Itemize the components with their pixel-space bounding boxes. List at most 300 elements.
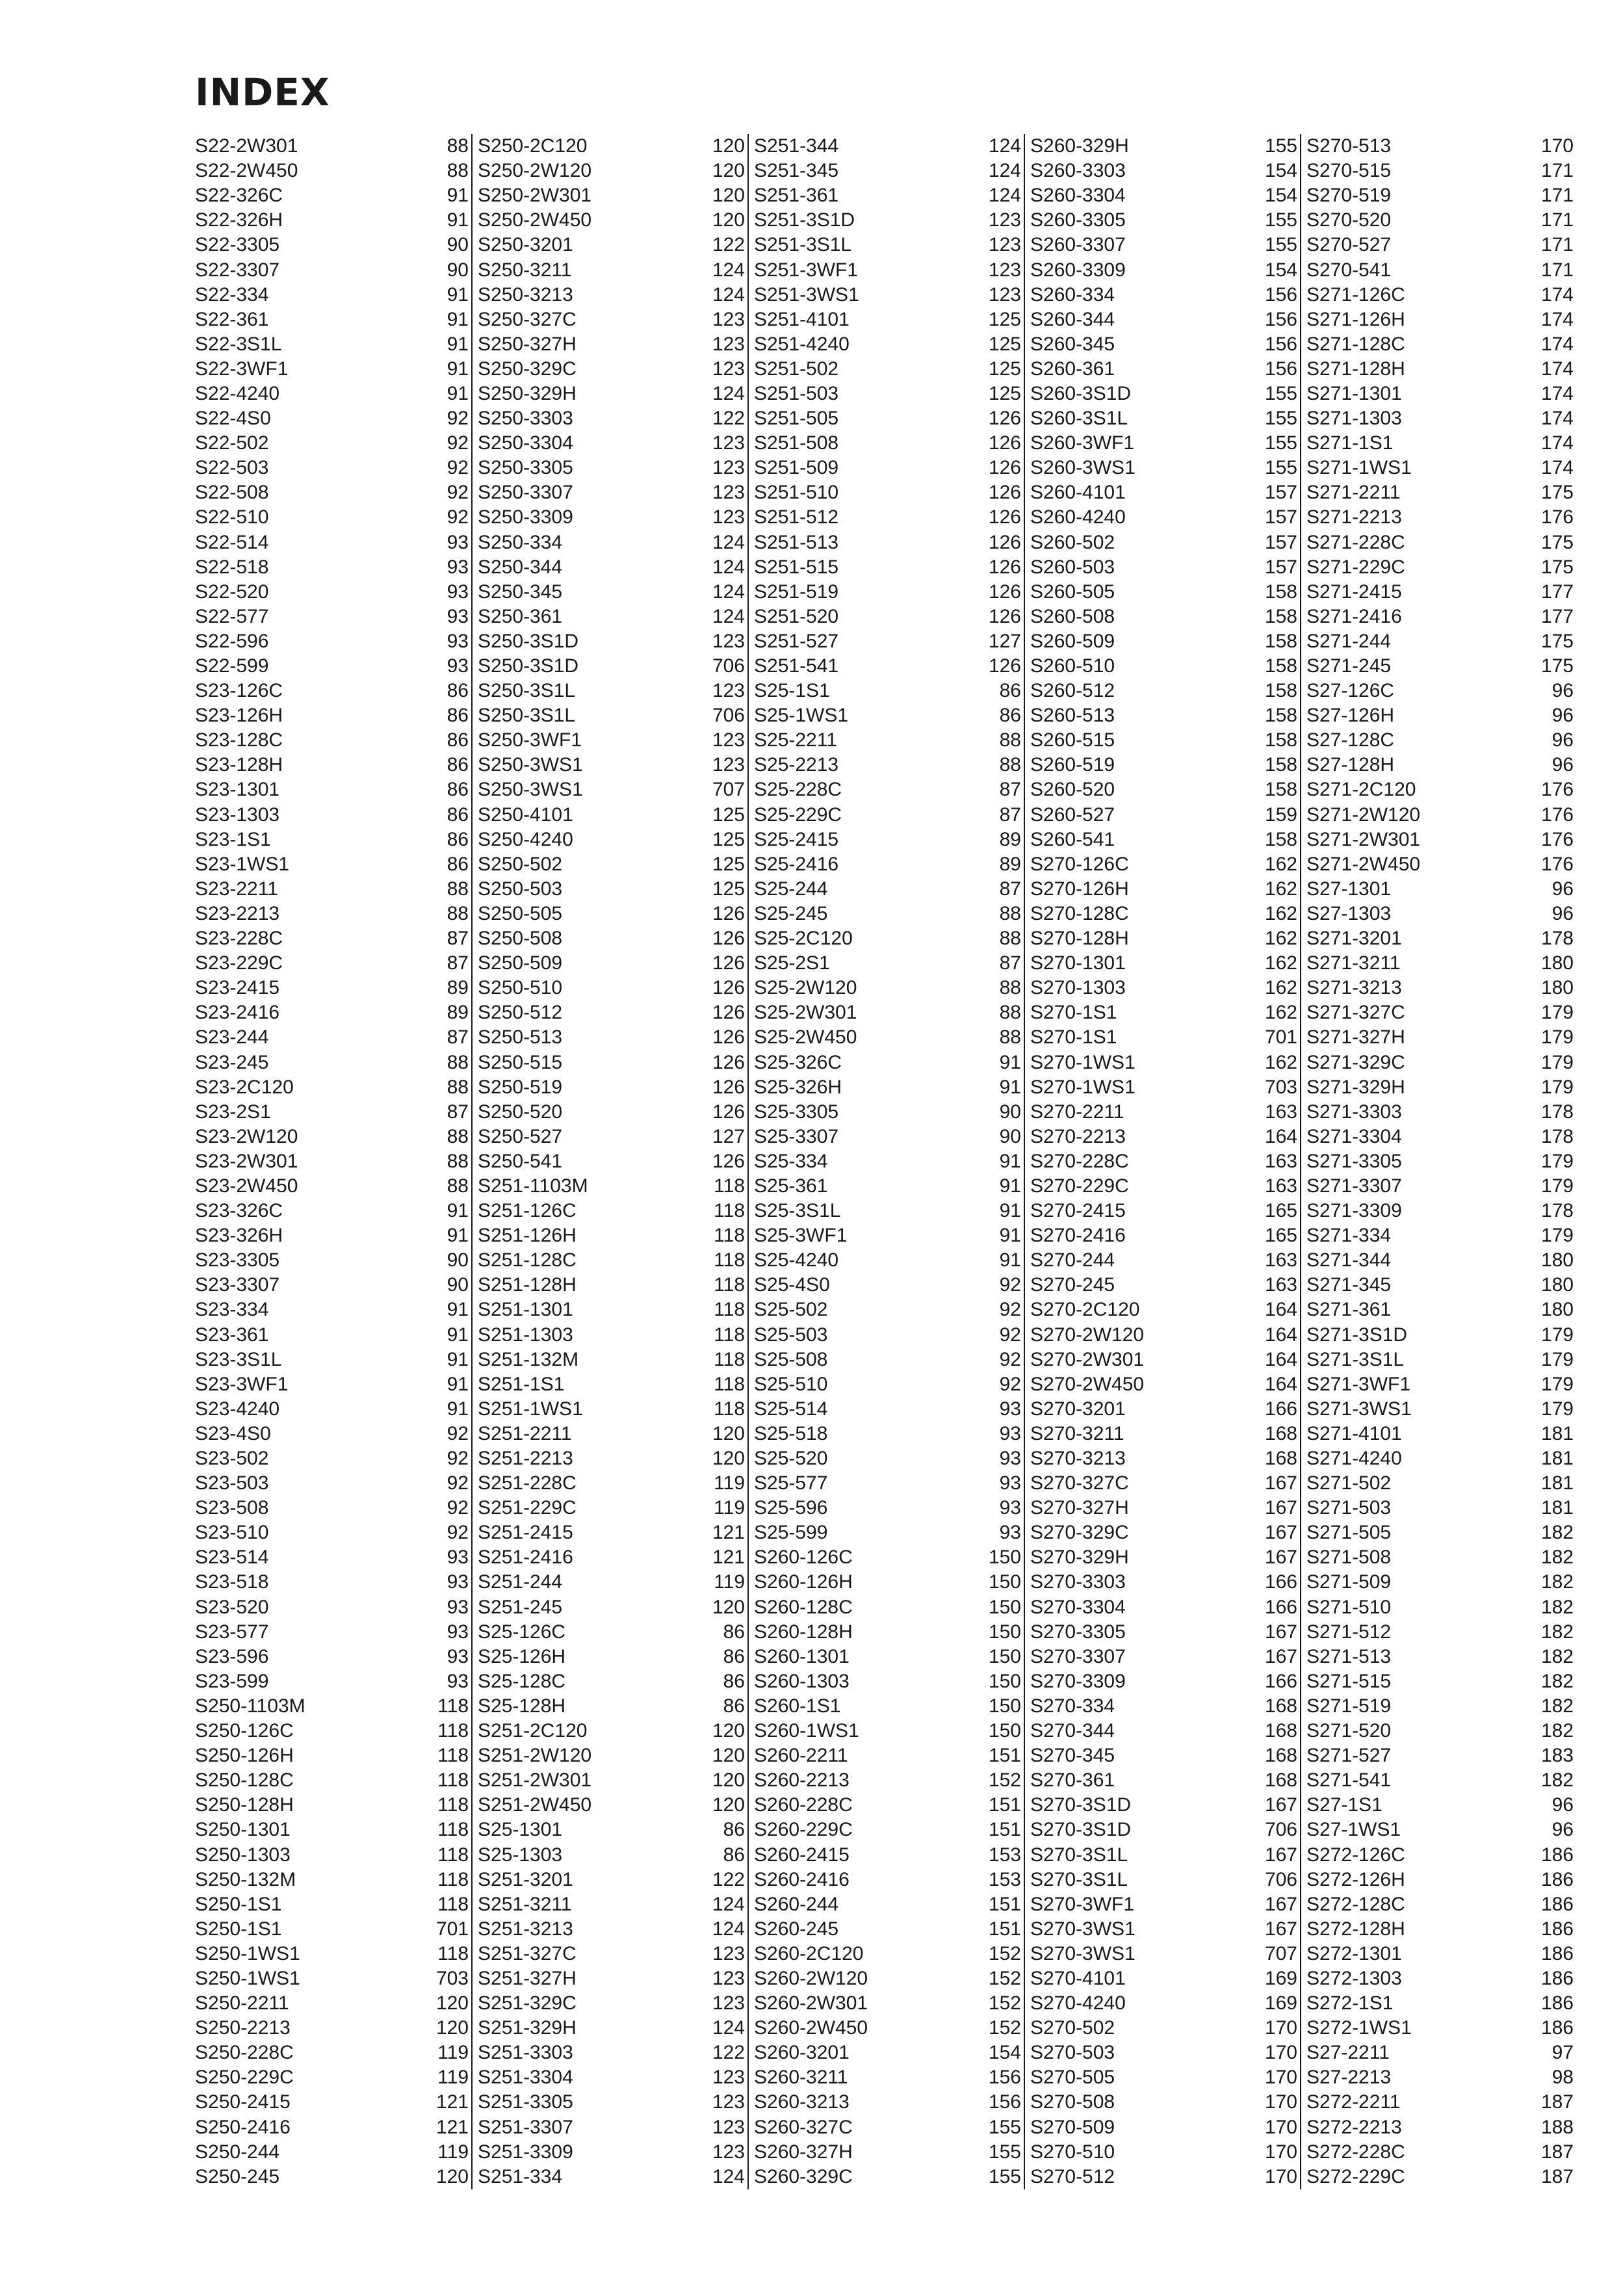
page-number: 187 xyxy=(1540,2091,1574,2113)
index-entry xyxy=(195,1570,469,1595)
part-number: S270-502 xyxy=(1030,2017,1115,2039)
part-number: S23-2415 xyxy=(195,977,280,999)
index-entry xyxy=(1306,777,1574,802)
page-number: 182 xyxy=(1540,1621,1574,1643)
part-number: S271-509 xyxy=(1306,1571,1392,1593)
index-entry xyxy=(195,505,469,530)
index-entry xyxy=(754,951,1021,976)
part-number: S25-596 xyxy=(754,1497,828,1519)
part-number: S250-344 xyxy=(478,556,563,578)
part-number: S250-132M xyxy=(195,1868,296,1890)
part-number: S25-2W301 xyxy=(754,1002,857,1024)
page-number: 119 xyxy=(714,1472,745,1494)
page-number: 87 xyxy=(447,928,469,950)
index-entry xyxy=(195,753,469,777)
page-number: 123 xyxy=(712,2067,745,2089)
index-entry xyxy=(195,1372,469,1397)
part-number: S22-518 xyxy=(195,556,269,578)
index-entry xyxy=(478,406,745,431)
page-number: 93 xyxy=(999,1398,1021,1420)
index-entry xyxy=(195,777,469,802)
part-number: S270-1WS1 xyxy=(1030,1051,1136,1073)
part-number: S270-3WS1 xyxy=(1030,1918,1136,1940)
index-entry xyxy=(1306,1570,1574,1595)
part-number: S260-3304 xyxy=(1030,185,1126,207)
page-number: 158 xyxy=(1264,729,1297,751)
page-number: 92 xyxy=(447,408,469,430)
page-number: 123 xyxy=(712,432,745,454)
page-number: 170 xyxy=(1264,2141,1297,2163)
index-entry xyxy=(1030,357,1297,382)
index-entry xyxy=(754,1645,1021,1669)
index-entry xyxy=(1306,828,1574,852)
page-number: 167 xyxy=(1264,1794,1297,1816)
index-entry xyxy=(1306,2016,1574,2041)
index-entry xyxy=(478,1868,745,1892)
index-entry xyxy=(754,1422,1021,1446)
index-entry xyxy=(195,1620,469,1645)
part-number: S272-126C xyxy=(1306,1844,1405,1866)
index-entry xyxy=(1306,1397,1574,1422)
index-entry xyxy=(478,1793,745,1818)
part-number: S271-245 xyxy=(1306,655,1392,677)
page-number: 179 xyxy=(1540,1076,1574,1098)
page-number: 88 xyxy=(999,928,1021,950)
part-number: S23-520 xyxy=(195,1596,269,1618)
index-entry xyxy=(1030,605,1297,629)
part-number: S250-126H xyxy=(195,1745,294,1767)
index-entry xyxy=(1306,1100,1574,1125)
page-number: 120 xyxy=(712,1448,745,1470)
part-number: S25-3S1L xyxy=(754,1200,841,1222)
index-entry xyxy=(1030,1917,1297,1942)
part-number: S271-520 xyxy=(1306,1720,1392,1742)
index-entry xyxy=(1030,2016,1297,2041)
index-entry xyxy=(754,431,1021,456)
part-number: S250-3303 xyxy=(478,408,573,430)
index-entry xyxy=(478,1694,745,1719)
page-number: 178 xyxy=(1540,1101,1574,1123)
part-number: S272-1WS1 xyxy=(1306,2017,1412,2039)
page-number: 158 xyxy=(1264,705,1297,727)
part-number: S271-513 xyxy=(1306,1645,1392,1667)
index-entry xyxy=(754,580,1021,605)
part-number: S250-519 xyxy=(478,1076,563,1098)
index-entry xyxy=(754,1348,1021,1372)
page-number: 156 xyxy=(1264,358,1297,380)
page-number: 118 xyxy=(714,1225,745,1247)
part-number: S260-515 xyxy=(1030,729,1115,751)
page-number: 88 xyxy=(999,902,1021,924)
page-number: 180 xyxy=(1540,952,1574,974)
page-number: 164 xyxy=(1264,1348,1297,1370)
index-entry xyxy=(195,1917,469,1942)
page-number: 176 xyxy=(1540,853,1574,875)
page-number: 91 xyxy=(447,1299,469,1321)
page-number: 180 xyxy=(1540,1299,1574,1321)
page-number: 96 xyxy=(1552,729,1574,751)
page-number: 177 xyxy=(1540,581,1574,603)
part-number: S250-3213 xyxy=(478,283,573,306)
index-entry xyxy=(754,1471,1021,1496)
page-number: 171 xyxy=(1540,209,1574,231)
index-entry xyxy=(1030,1694,1297,1719)
index-entry xyxy=(754,1075,1021,1100)
part-number: S25-577 xyxy=(754,1472,828,1494)
page-number: 91 xyxy=(999,1076,1021,1098)
index-entry xyxy=(1306,1496,1574,1520)
page-number: 124 xyxy=(988,185,1021,207)
part-number: S251-513 xyxy=(754,531,839,553)
part-number: S270-3213 xyxy=(1030,1448,1126,1470)
page-number: 123 xyxy=(712,506,745,528)
part-number: S22-4240 xyxy=(195,382,280,404)
part-number: S23-229C xyxy=(195,952,283,974)
page-number: 170 xyxy=(1264,2017,1297,2039)
part-number: S271-329H xyxy=(1306,1076,1405,1098)
part-number: S251-244 xyxy=(478,1571,563,1593)
index-entry xyxy=(478,1570,745,1595)
page-number: 118 xyxy=(714,1200,745,1222)
index-entry xyxy=(1306,803,1574,828)
page-number: 150 xyxy=(988,1645,1021,1667)
page-number: 155 xyxy=(1264,432,1297,454)
index-entry xyxy=(754,1966,1021,1991)
part-number: S271-3303 xyxy=(1306,1101,1402,1123)
part-number: S260-2415 xyxy=(754,1844,850,1866)
page-number: 153 xyxy=(988,1844,1021,1866)
index-entry xyxy=(1306,1520,1574,1545)
part-number: S272-128H xyxy=(1306,1918,1405,1940)
part-number: S270-3303 xyxy=(1030,1571,1126,1593)
page-number: 126 xyxy=(988,506,1021,528)
page-number: 158 xyxy=(1264,581,1297,603)
index-entry xyxy=(195,555,469,580)
index-entry xyxy=(1306,605,1574,629)
page-number: 119 xyxy=(437,2141,469,2163)
part-number: S23-2W120 xyxy=(195,1125,298,1147)
part-number: S250-3304 xyxy=(478,432,573,454)
index-entry xyxy=(1030,976,1297,1000)
index-entry xyxy=(754,1223,1021,1248)
part-number: S270-3211 xyxy=(1030,1422,1124,1444)
page-number: 154 xyxy=(1264,185,1297,207)
index-entry xyxy=(754,1818,1021,1842)
part-number: S22-2W301 xyxy=(195,135,298,157)
page-number: 123 xyxy=(712,630,745,652)
page-number: 163 xyxy=(1264,1101,1297,1123)
index-entry xyxy=(754,1446,1021,1471)
part-number: S251-128C xyxy=(478,1249,577,1272)
part-number: S22-3S1L xyxy=(195,333,282,355)
index-entry xyxy=(195,1645,469,1669)
part-number: S251-510 xyxy=(754,482,839,504)
page-number: 168 xyxy=(1264,1745,1297,1767)
part-number: S260-1WS1 xyxy=(754,1720,859,1742)
part-number: S27-128H xyxy=(1306,754,1395,776)
page-number: 93 xyxy=(447,605,469,627)
index-entry xyxy=(754,159,1021,183)
index-entry xyxy=(1030,183,1297,208)
index-entry xyxy=(195,530,469,555)
index-entry xyxy=(1030,1991,1297,2016)
page-number: 91 xyxy=(447,1373,469,1395)
index-entry xyxy=(1030,1818,1297,1842)
page-number: 155 xyxy=(1264,234,1297,256)
part-number: S251-4240 xyxy=(754,333,850,355)
page-number: 179 xyxy=(1540,1026,1574,1049)
index-entry xyxy=(754,1100,1021,1125)
index-entry xyxy=(195,1793,469,1818)
part-number: S23-326C xyxy=(195,1200,283,1222)
page-number: 126 xyxy=(988,581,1021,603)
index-entry xyxy=(195,1669,469,1694)
page-number: 179 xyxy=(1540,1225,1574,1247)
page-number: 123 xyxy=(712,1967,745,1989)
part-number: S25-2416 xyxy=(754,853,839,875)
page-number: 181 xyxy=(1540,1497,1574,1519)
index-entry xyxy=(478,1645,745,1669)
page-number: 92 xyxy=(447,506,469,528)
part-number: S271-2W120 xyxy=(1306,803,1421,826)
page-number: 93 xyxy=(999,1522,1021,1544)
part-number: S250-503 xyxy=(478,878,563,900)
page-number: 92 xyxy=(447,1472,469,1494)
index-entry xyxy=(195,332,469,357)
part-number: S23-2W301 xyxy=(195,1150,298,1172)
index-column-4 xyxy=(1024,134,1300,2189)
part-number: S270-541 xyxy=(1306,259,1392,281)
page-number: 86 xyxy=(723,1844,745,1866)
index-entry xyxy=(754,382,1021,406)
page-number: 96 xyxy=(1552,1819,1574,1841)
part-number: S251-126H xyxy=(478,1225,577,1247)
page-number: 121 xyxy=(435,2091,469,2113)
page-number: 91 xyxy=(447,185,469,207)
index-entry xyxy=(1306,1842,1574,1867)
part-number: S251-3305 xyxy=(478,2091,573,2113)
page-number: 178 xyxy=(1540,1125,1574,1147)
index-entry xyxy=(195,976,469,1000)
page-number: 126 xyxy=(988,457,1021,479)
index-entry xyxy=(478,283,745,307)
index-entry xyxy=(195,1868,469,1892)
page-number: 93 xyxy=(447,630,469,652)
page-number: 118 xyxy=(437,1868,469,1890)
page-number: 123 xyxy=(712,358,745,380)
page-number: 88 xyxy=(447,902,469,924)
part-number: S271-502 xyxy=(1306,1472,1392,1494)
page-number: 167 xyxy=(1264,1621,1297,1643)
part-number: S271-3S1L xyxy=(1306,1348,1405,1370)
page-number: 167 xyxy=(1264,1645,1297,1667)
index-entry xyxy=(1306,1892,1574,1917)
index-entry xyxy=(754,1743,1021,1768)
page-number: 701 xyxy=(435,1918,469,1940)
part-number: S271-510 xyxy=(1306,1596,1392,1618)
part-number: S251-3S1L xyxy=(754,234,852,256)
page-number: 155 xyxy=(1264,209,1297,231)
index-entry xyxy=(195,1000,469,1025)
index-entry xyxy=(1306,1768,1574,1793)
part-number: S250-3S1D xyxy=(478,655,579,677)
page-number: 167 xyxy=(1264,1844,1297,1866)
index-entry xyxy=(478,480,745,505)
page-number: 92 xyxy=(447,1522,469,1544)
page-number: 123 xyxy=(712,457,745,479)
page-number: 168 xyxy=(1264,1448,1297,1470)
index-entry xyxy=(478,1620,745,1645)
page-number: 703 xyxy=(435,1967,469,1989)
part-number: S271-2C120 xyxy=(1306,779,1416,801)
part-number: S23-2213 xyxy=(195,902,280,924)
page-number: 125 xyxy=(988,333,1021,355)
part-number: S270-126H xyxy=(1030,878,1129,900)
index-entry xyxy=(1030,1842,1297,1867)
index-entry xyxy=(754,1595,1021,1620)
index-entry xyxy=(1030,1025,1297,1050)
page-number: 91 xyxy=(447,333,469,355)
part-number: S251-228C xyxy=(478,1472,577,1494)
part-number: S260-126H xyxy=(754,1571,853,1593)
part-number: S23-502 xyxy=(195,1448,269,1470)
part-number: S270-1S1 xyxy=(1030,1002,1117,1024)
part-number: S270-334 xyxy=(1030,1695,1115,1717)
part-number: S251-229C xyxy=(478,1497,577,1519)
part-number: S25-3WF1 xyxy=(754,1225,848,1247)
page-number: 158 xyxy=(1264,630,1297,652)
index-entry xyxy=(754,777,1021,802)
page-number: 162 xyxy=(1264,977,1297,999)
page-number: 88 xyxy=(447,1150,469,1172)
part-number: S271-541 xyxy=(1306,1769,1392,1792)
page-number: 151 xyxy=(988,1794,1021,1816)
page-number: 87 xyxy=(447,1026,469,1049)
page-number: 90 xyxy=(999,1101,1021,1123)
index-entry xyxy=(754,2090,1021,2115)
part-number: S270-2W301 xyxy=(1030,1348,1145,1370)
page-number: 86 xyxy=(447,680,469,702)
index-entry xyxy=(1030,159,1297,183)
part-number: S251-327C xyxy=(478,1942,577,1964)
page-number: 167 xyxy=(1264,1893,1297,1915)
part-number: S251-505 xyxy=(754,408,839,430)
index-entry xyxy=(754,852,1021,877)
page-number: 182 xyxy=(1540,1596,1574,1618)
index-entry xyxy=(195,1273,469,1298)
part-number: S271-128C xyxy=(1306,333,1405,355)
part-number: S23-1301 xyxy=(195,779,280,801)
index-entry xyxy=(478,134,745,159)
page-number: 122 xyxy=(712,2042,745,2064)
index-entry xyxy=(195,1348,469,1372)
page-number: 86 xyxy=(999,705,1021,727)
part-number: S260-245 xyxy=(754,1918,839,1940)
index-entry xyxy=(1030,1868,1297,1892)
page-number: 93 xyxy=(999,1448,1021,1470)
index-entry xyxy=(478,951,745,976)
index-entry xyxy=(1030,233,1297,257)
page-number: 93 xyxy=(447,581,469,603)
page-number: 162 xyxy=(1264,1051,1297,1073)
page-number: 91 xyxy=(447,283,469,306)
part-number: S250-327H xyxy=(478,333,577,355)
index-entry xyxy=(1306,1348,1574,1372)
page-number: 118 xyxy=(714,1324,745,1346)
part-number: S270-329C xyxy=(1030,1522,1129,1544)
page-number: 706 xyxy=(1264,1819,1297,1841)
index-entry xyxy=(1030,852,1297,877)
part-number: S25-502 xyxy=(754,1299,828,1321)
part-number: S260-126C xyxy=(754,1546,853,1569)
part-number: S25-3305 xyxy=(754,1101,839,1123)
index-entry xyxy=(1030,2041,1297,2065)
index-entry xyxy=(754,902,1021,926)
part-number: S250-508 xyxy=(478,928,563,950)
index-entry xyxy=(478,1545,745,1570)
part-number: S270-2W120 xyxy=(1030,1324,1145,1346)
index-entry xyxy=(754,2016,1021,2041)
page-number: 182 xyxy=(1540,1769,1574,1792)
page-number: 187 xyxy=(1540,2141,1574,2163)
part-number: S260-1303 xyxy=(754,1670,850,1692)
page-number: 88 xyxy=(447,160,469,182)
index-entry xyxy=(478,877,745,902)
index-entry xyxy=(478,382,745,406)
index-entry xyxy=(1306,2090,1574,2115)
page-number: 123 xyxy=(988,283,1021,306)
page-number: 163 xyxy=(1264,1175,1297,1197)
index-entry xyxy=(1030,828,1297,852)
part-number: S25-2C120 xyxy=(754,928,853,950)
part-number: S25-128C xyxy=(478,1670,566,1692)
part-number: S260-327C xyxy=(754,2116,853,2138)
part-number: S251-527 xyxy=(754,630,839,652)
part-number: S260-3201 xyxy=(754,2042,850,2064)
page-number: 123 xyxy=(712,482,745,504)
part-number: S250-2415 xyxy=(195,2091,291,2113)
part-number: S251-344 xyxy=(754,135,839,157)
index-entry xyxy=(195,1149,469,1174)
page-number: 150 xyxy=(988,1670,1021,1692)
index-entry xyxy=(1030,1323,1297,1348)
part-number: S251-508 xyxy=(754,432,839,454)
part-number: S251-128H xyxy=(478,1274,577,1296)
part-number: S250-3WF1 xyxy=(478,729,582,751)
part-number: S250-3S1L xyxy=(478,705,576,727)
part-number: S260-327H xyxy=(754,2141,853,2163)
part-number: S25-326C xyxy=(754,1051,842,1073)
part-number: S25-245 xyxy=(754,902,828,924)
page-number: 186 xyxy=(1540,1942,1574,1964)
page-number: 86 xyxy=(723,1819,745,1841)
index-entry xyxy=(1030,654,1297,679)
page-number: 124 xyxy=(712,283,745,306)
index-entry xyxy=(478,2140,745,2165)
page-number: 88 xyxy=(447,1051,469,1073)
page-number: 86 xyxy=(447,828,469,850)
page-number: 179 xyxy=(1540,1348,1574,1370)
index-entry xyxy=(478,1273,745,1298)
index-entry xyxy=(478,1446,745,1471)
page-number: 93 xyxy=(447,1596,469,1618)
page-number: 126 xyxy=(712,977,745,999)
page-number: 174 xyxy=(1540,308,1574,330)
part-number: S250-245 xyxy=(195,2165,280,2187)
index-entry xyxy=(478,580,745,605)
part-number: S270-3305 xyxy=(1030,1621,1126,1643)
page-number: 90 xyxy=(447,1249,469,1272)
